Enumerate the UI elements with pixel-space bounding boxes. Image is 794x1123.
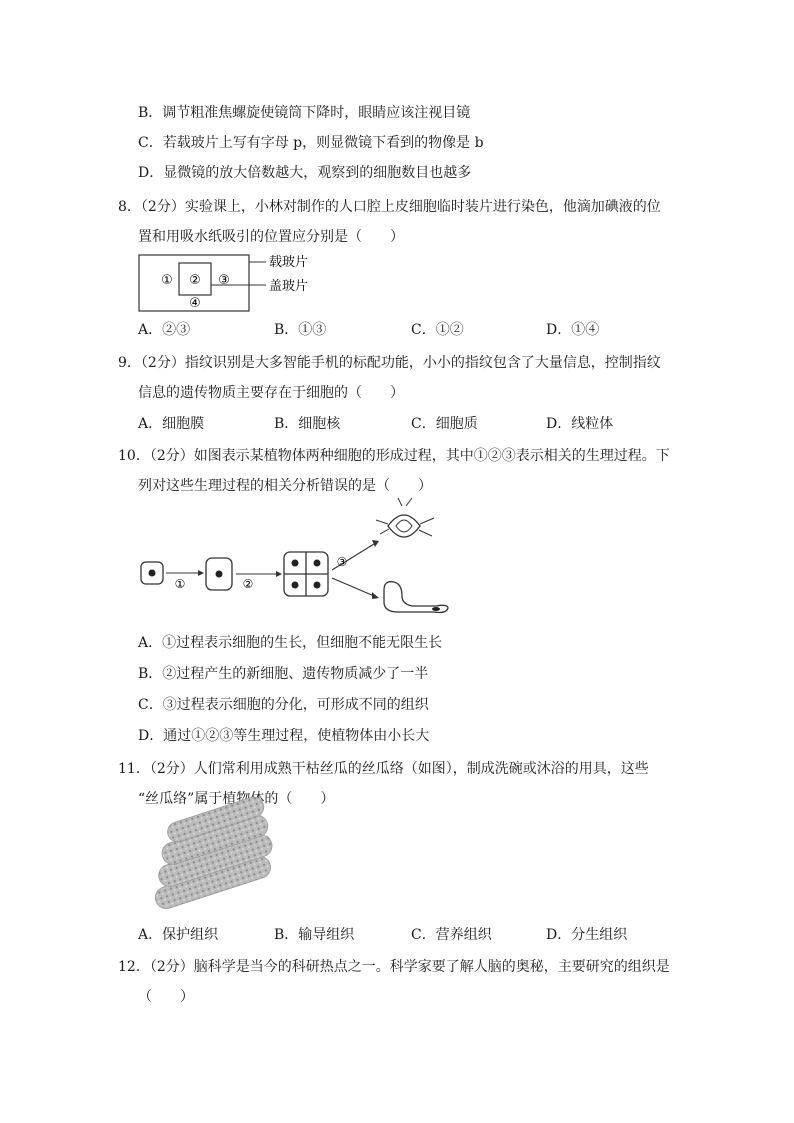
stoma-cell: [376, 498, 434, 537]
q8-stem-line1: 8．（2分）实验课上，小林对制作的人口腔上皮细胞临时装片进行染色，他滴加碘液的位: [118, 199, 661, 215]
q9-option-c: C．细胞质: [411, 416, 478, 432]
q9-stem-line2: 信息的遗传物质主要存在于细胞的（ ）: [138, 385, 404, 401]
q9-stem-line1: 9．（2分）指纹识别是大多智能手机的标配功能，小小的指纹包含了大量信息，控制指纹: [118, 355, 661, 371]
q8-option-a: A．②③: [138, 322, 191, 338]
step-1-label: ①: [174, 577, 186, 591]
q7-option-d: D．显微镜的放大倍数越大，观察到的细胞数目也越多: [138, 165, 472, 181]
q11-option-d: D．分生组织: [546, 927, 628, 943]
nucleus-1: [149, 570, 156, 577]
q9-option-b: B．细胞核: [274, 416, 341, 432]
q7-option-c: C．若载玻片上写有字母 p，则显微镜下看到的物像是 b: [138, 135, 484, 151]
q10-cell-diagram: [136, 498, 456, 618]
step-2-label: ②: [242, 577, 254, 591]
label-4: ④: [189, 296, 201, 311]
q12-stem-line2: （ ）: [138, 989, 194, 1005]
q10-option-a: A．①过程表示细胞的生长，但细胞不能无限生长: [138, 635, 443, 651]
q12-stem-line1: 12．（2分）脑科学是当今的科研热点之一。科学家要了解人脑的奥秘，主要研究的组织是: [118, 959, 670, 975]
q8-option-c: C．①②: [411, 322, 464, 338]
q10-stem-line2: 列对这些生理过程的相关分析错误的是（ ）: [138, 478, 432, 494]
q11-loofah-image: [140, 812, 290, 920]
q9-option-d: D．线粒体: [546, 416, 614, 432]
q9-option-a: A．细胞膜: [138, 416, 205, 432]
step-3-label: ③: [336, 555, 348, 569]
q10-stem-line1: 10．（2分）如图表示某植物体两种细胞的形成过程，其中①②③表示相关的生理过程。下: [118, 448, 670, 464]
slide-label: 载玻片: [269, 255, 309, 270]
root-hair-cell: [384, 582, 448, 613]
arrow-3-down: [332, 578, 374, 596]
q11-stem-line2: “丝瓜络”属于植物体的（ ）: [138, 791, 335, 807]
q11-option-c: C．营养组织: [411, 927, 492, 943]
label-2: ②: [189, 273, 201, 288]
q10-option-d: D．通过①②③等生理过程，使植物体由小长大: [138, 728, 430, 744]
q7-option-b: B．调节粗准焦螺旋使镜筒下降时，眼睛应该注视目镜: [138, 105, 471, 121]
q10-option-c: C．③过程表示细胞的分化，可形成不同的组织: [138, 697, 429, 713]
q10-option-b: B．②过程产生的新细胞、遗传物质减少了一半: [138, 666, 429, 682]
label-1: ①: [161, 273, 173, 288]
q8-option-b: B．①③: [274, 322, 327, 338]
nucleus-2: [216, 571, 223, 578]
label-3: ③: [218, 273, 230, 288]
q8-stem-line2: 置和用吸水纸吸引的位置应分别是（ ）: [138, 229, 404, 245]
q8-option-d: D．①④: [546, 322, 600, 338]
q11-option-b: B．输导组织: [274, 927, 355, 943]
q11-stem-line1: 11．（2分）人们常利用成熟干枯丝瓜的丝瓜络（如图），制成洗碗或沐浴的用具，这些: [118, 761, 649, 777]
cover-label: 盖玻片: [269, 279, 309, 294]
q8-slide-diagram: [138, 252, 358, 314]
q11-option-a: A．保护组织: [138, 927, 219, 943]
